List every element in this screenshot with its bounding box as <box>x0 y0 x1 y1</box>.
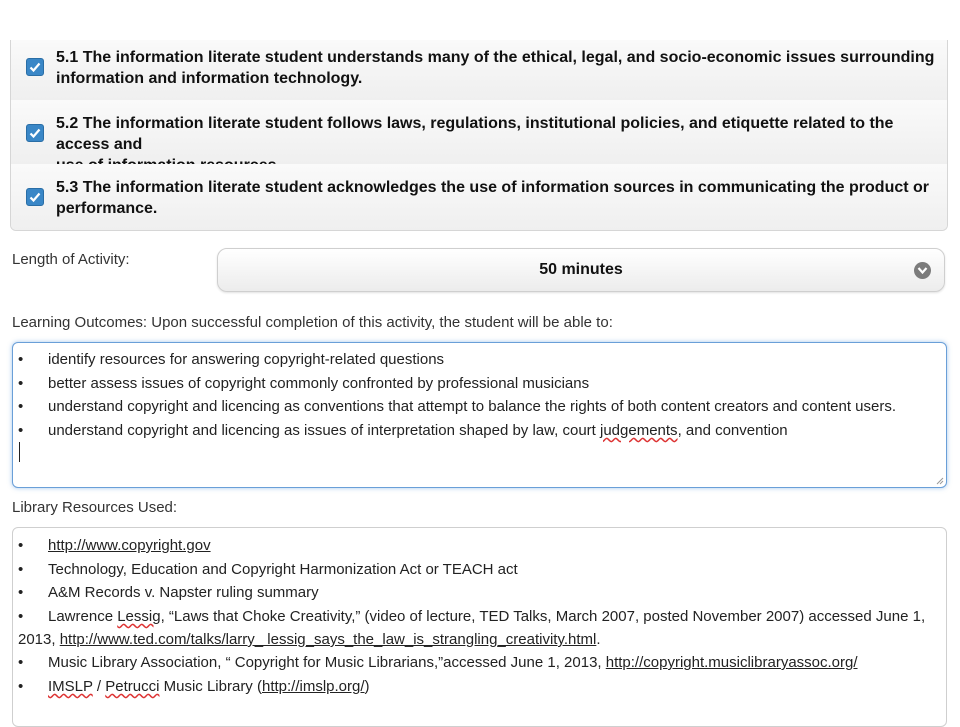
text-cursor <box>19 442 20 462</box>
resource-item-continued: 2013, http://www.ted.com/talks/larry_ lessig_says_the_law_is_strangling_creativity.html. <box>18 631 601 648</box>
standard-item-5-1[interactable] <box>11 40 947 101</box>
chevron-down-icon[interactable] <box>914 262 931 279</box>
standard-text-5-3: 5.3 The information literate student acknowledges the use of information sources in communicating the product or performance. <box>56 179 930 217</box>
standards-checklist <box>10 40 948 231</box>
length-of-activity-label: Length of Activity: <box>12 251 130 268</box>
standard-item-5-2[interactable] <box>11 100 947 165</box>
standard-text-5-2: 5.2 The information literate student follows laws, regulations, institutional policies, and etiquette related to the access and <box>56 115 894 153</box>
checkmark-icon <box>29 61 41 73</box>
resize-handle-icon[interactable] <box>936 477 944 485</box>
checkbox-5-3[interactable] <box>26 188 44 206</box>
checkbox-5-2[interactable] <box>26 124 44 142</box>
checkmark-icon <box>29 191 41 203</box>
resource-link[interactable]: http://www.ted.com/talks/larry_ lessig_says_the_law_is_strangling_creativity.html <box>59 631 597 648</box>
length-of-activity-select[interactable] <box>217 248 945 292</box>
standard-item-5-3[interactable] <box>11 164 947 230</box>
checkmark-icon <box>29 127 41 139</box>
resource-link[interactable]: http://copyright.musiclibraryassoc.org/ <box>605 654 858 671</box>
resource-link[interactable]: http://imslp.org/ <box>261 678 365 695</box>
library-resources-label: Library Resources Used: <box>12 499 178 516</box>
library-resources-textarea[interactable] <box>12 527 947 727</box>
resource-link[interactable]: http://www.copyright.gov <box>48 537 211 554</box>
standard-text-5-1: 5.1 The information literate student understands many of the ethical, legal, and socio-economic issues surrounding information and information technology. <box>56 49 935 87</box>
length-of-activity-value: 50 minutes <box>539 261 623 278</box>
checkbox-5-1[interactable] <box>26 58 44 76</box>
learning-outcomes-label: Learning Outcomes: Upon successful completion of this activity, the student will be able to: <box>12 314 613 331</box>
